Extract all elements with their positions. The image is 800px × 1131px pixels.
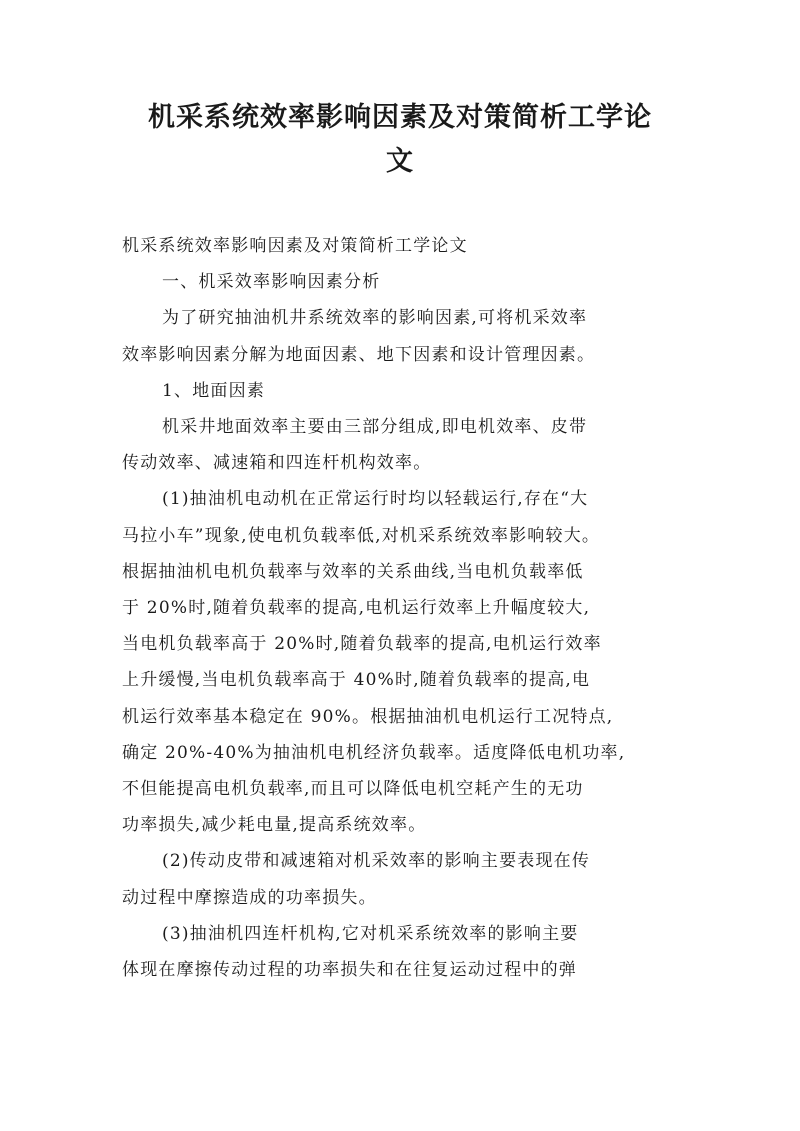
body-line: 功率损失,减少耗电量,提高系统效率。	[122, 815, 427, 836]
body-line: 机运行效率基本稳定在 90%。根据抽油机电机运行工况特点,	[122, 706, 614, 727]
body-line: (2)传动皮带和减速箱对机采效率的影响主要表现在传	[162, 851, 591, 872]
body-line: 机采井地面效率主要由三部分组成,即电机效率、皮带	[162, 417, 588, 438]
body-line: 效率影响因素分解为地面因素、地下因素和设计管理因素。	[122, 344, 596, 365]
document-body	[122, 228, 688, 988]
title-line-1: 机采系统效率影响因素及对策简析工学论	[148, 102, 652, 133]
body-line: 动过程中摩擦造成的功率损失。	[122, 887, 377, 908]
body-line: 机采系统效率影响因素及对策简析工学论文	[122, 236, 468, 256]
title-line-2: 文	[386, 146, 414, 177]
document-title	[100, 96, 700, 184]
body-line: 传动效率、减速箱和四连杆机构效率。	[122, 453, 432, 474]
body-line: 上升缓慢,当电机负载率高于 40%时,随着负载率的提高,电	[122, 670, 591, 691]
body-line: 确定 20%-40%为抽油机电机经济负载率。适度降低电机功率,	[122, 742, 626, 763]
body-line: 体现在摩擦传动过程的功率损失和在往复运动过程中的弹	[122, 960, 577, 981]
body-line: (3)抽油机四连杆机构,它对机采系统效率的影响主要	[162, 923, 579, 944]
subsection-heading: 1、地面因素	[162, 380, 266, 401]
section-heading: 一、机采效率影响因素分析	[162, 272, 381, 293]
body-line: 不但能提高电机负载率,而且可以降低电机空耗产生的无功	[122, 779, 584, 800]
body-line: 当电机负载率高于 20%时,随着负载率的提高,电机运行效率	[122, 634, 602, 655]
body-line: 于 20%时,随着负载率的提高,电机运行效率上升幅度较大,	[122, 598, 591, 619]
body-line: (1)抽油机电动机在正常运行时均以轻载运行,存在“大	[162, 489, 589, 510]
body-line: 根据抽油机电机负载率与效率的关系曲线,当电机负载率低	[122, 561, 584, 582]
body-line: 马拉小车”现象,使电机负载率低,对机采系统效率影响较大。	[122, 525, 601, 546]
body-line: 为了研究抽油机井系统效率的影响因素,可将机采效率	[162, 308, 588, 329]
